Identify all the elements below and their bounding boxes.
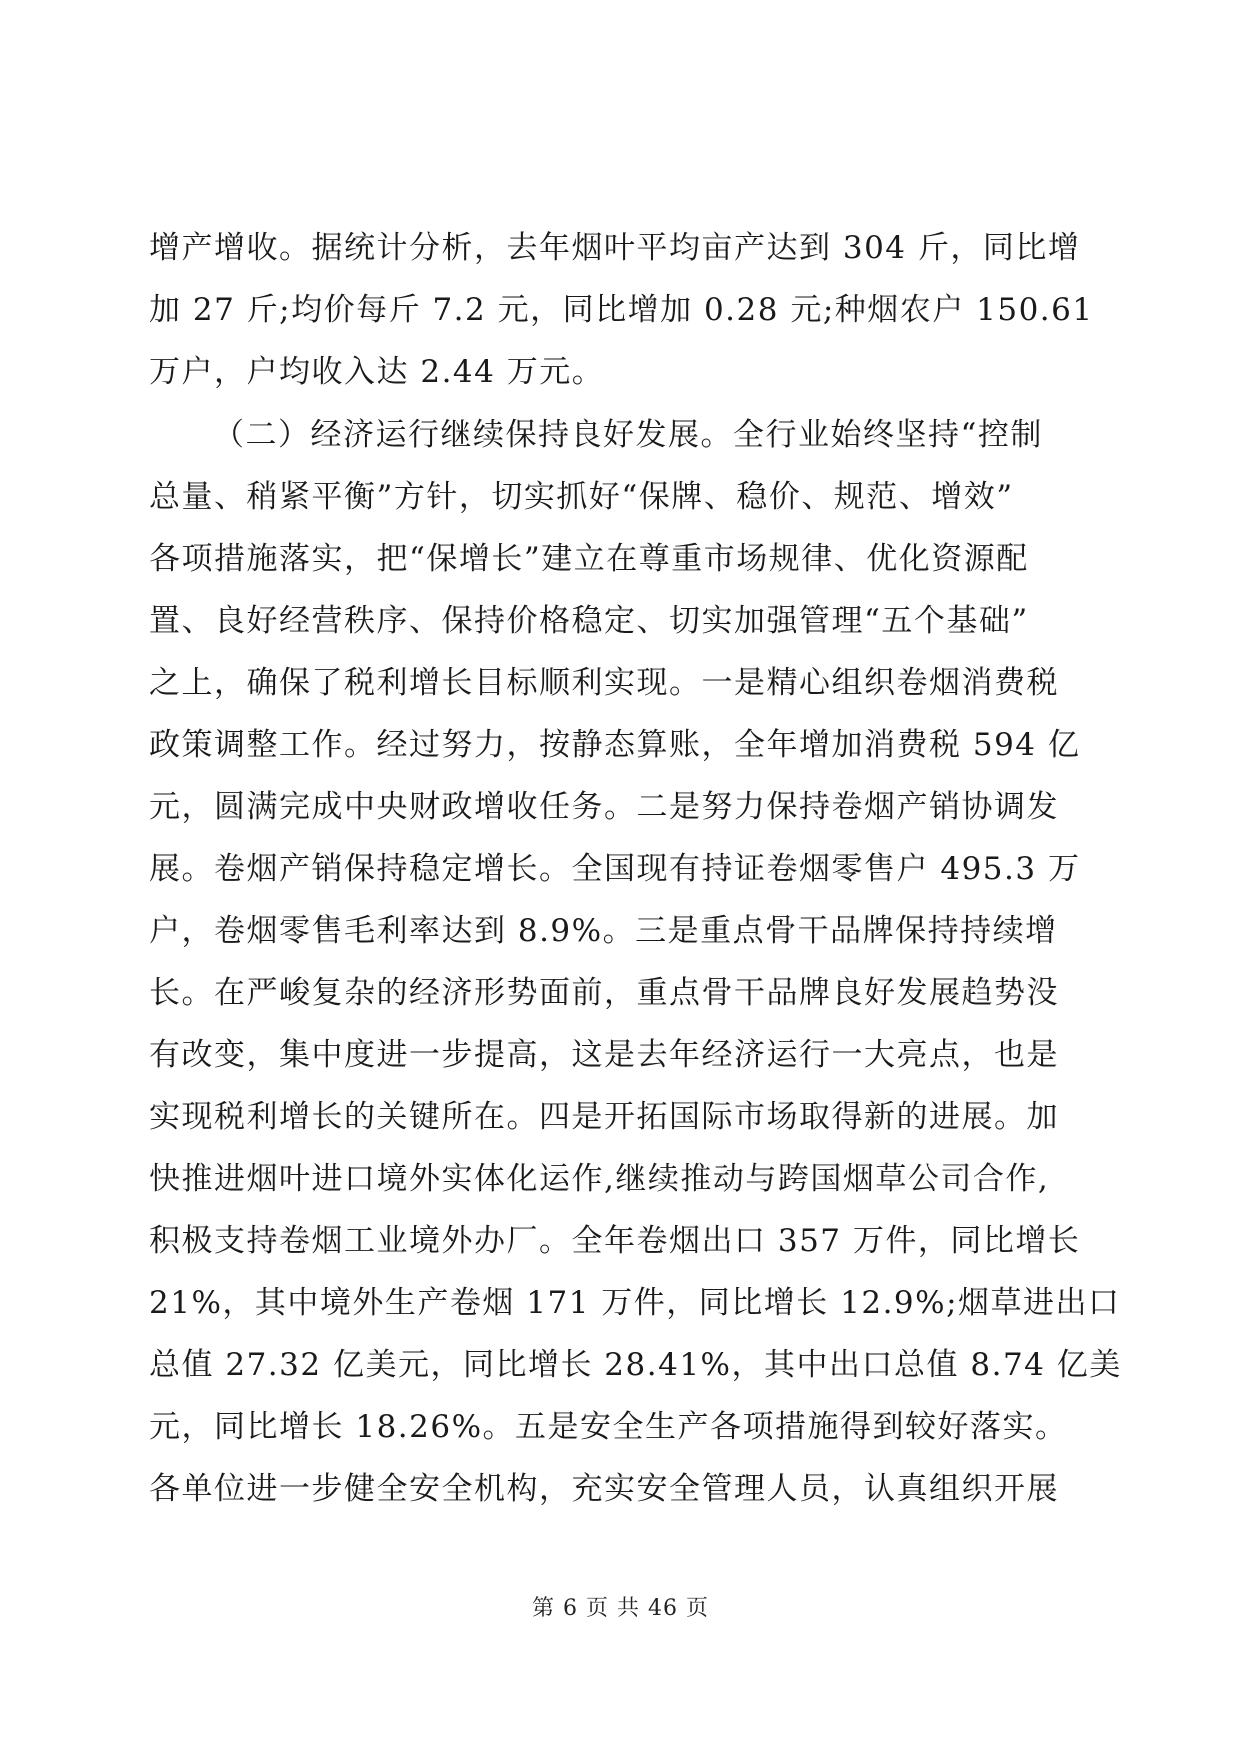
text-line: 万户，户均收入达 2.44 万元。 <box>149 354 605 390</box>
text-line: 增产增收。据统计分析，去年烟叶平均亩产达到 304 斤，同比增 <box>149 230 1081 266</box>
text-line: 政策调整工作。经过努力，按静态算账，全年增加消费税 594 亿 <box>149 727 1081 763</box>
text-line: 总量、稍紧平衡”方针，切实抓好“保牌、稳价、规范、增效” <box>149 479 1014 515</box>
text-line: 21%，其中境外生产卷烟 171 万件，同比增长 12.9%;烟草进出口 <box>149 1285 1121 1321</box>
text-line: 户，卷烟零售毛利率达到 8.9%。三是重点骨干品牌保持持续增 <box>149 913 1058 949</box>
paragraph-first-line: （二）经济运行继续保持良好发展。全行业始终坚持“控制 <box>213 417 1043 453</box>
text-line: 加 27 斤;均价每斤 7.2 元，同比增加 0.28 元;种烟农户 150.61 <box>149 292 1094 328</box>
text-line: 总值 27.32 亿美元，同比增长 28.41%，其中出口总值 8.74 亿美 <box>149 1347 1122 1383</box>
text-line: 积极支持卷烟工业境外办厂。全年卷烟出口 357 万件，同比增长 <box>149 1223 1081 1259</box>
text-line: 元，圆满完成中央财政增收任务。二是努力保持卷烟产销协调发 <box>149 789 1059 825</box>
text-line: 之上，确保了税利增长目标顺利实现。一是精心组织卷烟消费税 <box>149 665 1059 701</box>
text-line: 长。在严峻复杂的经济形势面前，重点骨干品牌良好发展趋势没 <box>149 975 1059 1011</box>
text-line: 各项措施落实，把“保增长”建立在尊重市场规律、优化资源配 <box>149 541 1029 577</box>
text-line: 各单位进一步健全安全机构，充实安全管理人员，认真组织开展 <box>149 1471 1059 1507</box>
text-line: 快推进烟叶进口境外实体化运作,继续推动与跨国烟草公司合作, <box>149 1161 1050 1197</box>
text-line: 置、良好经营秩序、保持价格稳定、切实加强管理“五个基础” <box>149 603 1029 639</box>
text-line: 元，同比增长 18.26%。五是安全生产各项措施得到较好落实。 <box>149 1409 1068 1445</box>
text-line: 展。卷烟产销保持稳定增长。全国现有持证卷烟零售户 495.3 万 <box>149 851 1081 887</box>
text-line: 有改变，集中度进一步提高，这是去年经济运行一大亮点，也是 <box>149 1037 1059 1073</box>
text-line: 实现税利增长的关键所在。四是开拓国际市场取得新的进展。加 <box>149 1099 1059 1135</box>
page-footer: 第 6 页 共 46 页 <box>532 1596 709 1621</box>
